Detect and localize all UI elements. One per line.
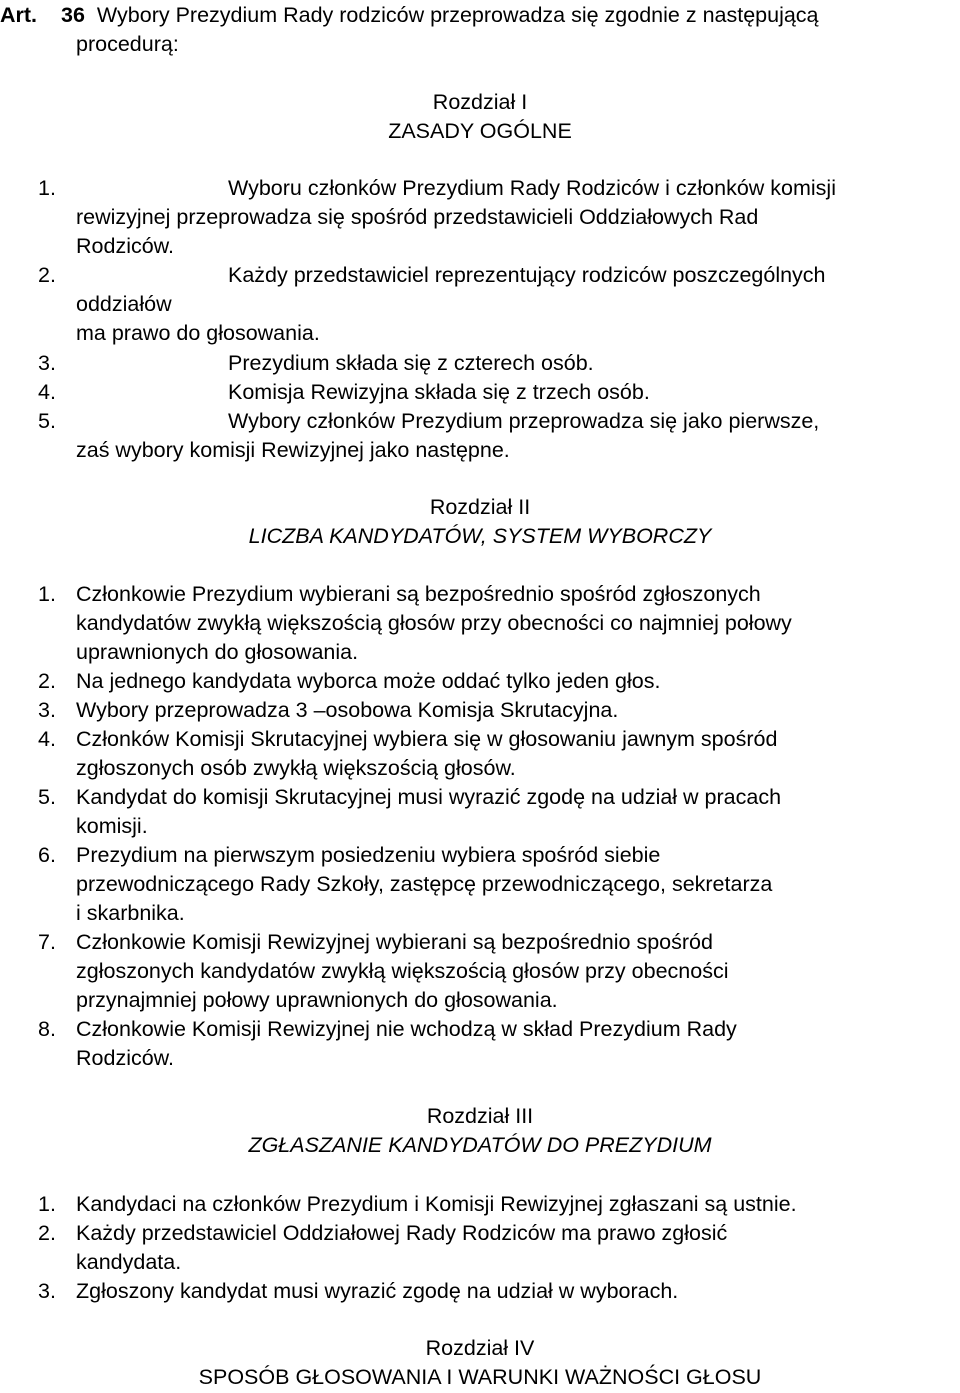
item-number: 6. [38, 843, 56, 867]
item-number: 4. [38, 727, 56, 751]
chapter4-heading [0, 1334, 960, 1392]
item-text-line: Członkowie Prezydium wybierani są bezpośrednio spośród zgłoszonych [76, 582, 761, 606]
article-header [0, 1, 950, 59]
item-number: 1. [38, 582, 56, 606]
item-number: 3. [38, 698, 56, 722]
chapter2-list [38, 580, 953, 1073]
chapter1-item-2 [38, 261, 953, 348]
item-text-line: Członkowie Komisji Rewizyjnej nie wchodzą w skład Prezydium Rady [76, 1017, 737, 1041]
chapter1-item-5 [38, 407, 953, 465]
article-number: 36 [61, 3, 85, 27]
item-text-line: przynajmniej połowy uprawnionych do głosowania. [76, 988, 558, 1012]
item-text-line: Wybory członków Prezydium przeprowadza się jako pierwsze, [228, 409, 820, 433]
item-number: 1. [38, 1192, 56, 1216]
item-text-line: Rodziców. [76, 234, 174, 258]
item-text-line: Członkowie Komisji Rewizyjnej wybierani są bezpośrednio spośród [76, 930, 713, 954]
chapter1-item-4 [38, 378, 953, 407]
item-number: 2. [38, 669, 56, 693]
chapter1-heading [0, 88, 960, 146]
item-text-line: zgłoszonych kandydatów zwykłą większością głosów przy obecności [76, 959, 729, 983]
item-number: 3. [38, 351, 56, 375]
item-text-line: przewodniczącego Rady Szkoły, zastępcę przewodniczącego, sekretarza [76, 872, 773, 896]
chapter4-title: Rozdział IV [425, 1336, 535, 1360]
item-number: 5. [38, 409, 56, 433]
list-item [38, 580, 953, 667]
list-item [38, 928, 953, 1015]
item-text-line: rewizyjnej przeprowadza się spośród przedstawicieli Oddziałowych Rad [76, 205, 759, 229]
article-title-line1: Wybory Prezydium Rady rodziców przeprowadza się zgodnie z następującą [96, 3, 819, 27]
item-text-line: Kandydaci na członków Prezydium i Komisji Rewizyjnej zgłaszani są ustnie. [76, 1192, 797, 1216]
item-text-line: Komisja Rewizyjna składa się z trzech osób. [228, 380, 650, 404]
item-number: 2. [38, 263, 56, 287]
item-text-line: zaś wybory komisji Rewizyjnej jako następne. [76, 438, 510, 462]
chapter3-subtitle: ZGŁASZANIE KANDYDATÓW DO PREZYDIUM [248, 1133, 712, 1157]
item-text-line: Wyboru członków Prezydium Rady Rodziców i członków komisji [228, 176, 836, 200]
item-number: 3. [38, 1279, 56, 1303]
item-text-line: Każdy przedstawiciel Oddziałowej Rady Rodziców ma prawo zgłosić [76, 1221, 728, 1245]
item-number: 1. [38, 176, 56, 200]
item-text-line: kandydata. [76, 1250, 182, 1274]
item-text-line: Rodziców. [76, 1046, 174, 1070]
item-number: 4. [38, 380, 56, 404]
item-text-line: Członków Komisji Skrutacyjnej wybiera się w głosowaniu jawnym spośród [76, 727, 778, 751]
list-item [38, 783, 953, 841]
chapter3-title: Rozdział III [426, 1104, 534, 1128]
chapter4-subtitle: SPOSÓB GŁOSOWANIA I WARUNKI WAŻNOŚCI GŁOSU [198, 1365, 762, 1389]
item-number: 8. [38, 1017, 56, 1041]
list-item [38, 1190, 953, 1219]
chapter1-title: Rozdział I [432, 90, 528, 114]
list-item [38, 696, 953, 725]
list-item [38, 725, 953, 783]
list-item [38, 667, 953, 696]
chapter2-subtitle: LICZBA KANDYDATÓW, SYSTEM WYBORCZY [248, 524, 712, 548]
item-number: 7. [38, 930, 56, 954]
list-item [38, 1219, 953, 1277]
list-item [38, 1015, 953, 1073]
item-text-line: zgłoszonych osób zwykłą większością głosów. [76, 756, 516, 780]
item-text-line: Wybory przeprowadza 3 –osobowa Komisja Skrutacyjna. [76, 698, 619, 722]
item-text-line: komisji. [76, 814, 148, 838]
list-item [38, 1277, 953, 1306]
item-text-line: kandydatów zwykłą większością głosów przy obecności co najmniej połowy [76, 611, 792, 635]
item-number: 5. [38, 785, 56, 809]
article-label: Art. [0, 3, 38, 27]
item-text-line: Prezydium na pierwszym posiedzeniu wybiera spośród siebie [76, 843, 661, 867]
item-text-line: Zgłoszony kandydat musi wyrazić zgodę na udział w wyborach. [76, 1279, 679, 1303]
item-text-line: Każdy przedstawiciel reprezentujący rodziców poszczególnych [228, 263, 826, 287]
item-text-line: oddziałów [76, 292, 172, 316]
chapter3-heading [0, 1102, 960, 1160]
list-item [38, 841, 953, 928]
item-text-line: Na jednego kandydata wyborca może oddać tylko jeden głos. [76, 669, 661, 693]
item-text-line: i skarbnika. [76, 901, 185, 925]
item-number: 2. [38, 1221, 56, 1245]
item-text-line: ma prawo do głosowania. [76, 321, 320, 345]
article-title-line2: procedurą: [76, 32, 179, 56]
chapter1-item-1 [38, 174, 953, 261]
item-text-line: Prezydium składa się z czterech osób. [228, 351, 594, 375]
item-text-line: Kandydat do komisji Skrutacyjnej musi wyrazić zgodę na udział w pracach [76, 785, 782, 809]
chapter1-subtitle: ZASADY OGÓLNE [388, 119, 572, 143]
chapter3-list [38, 1190, 953, 1306]
chapter2-title: Rozdział II [429, 495, 531, 519]
item-text-line: uprawnionych do głosowania. [76, 640, 359, 664]
chapter2-heading [0, 493, 960, 551]
chapter1-item-3 [38, 349, 953, 378]
